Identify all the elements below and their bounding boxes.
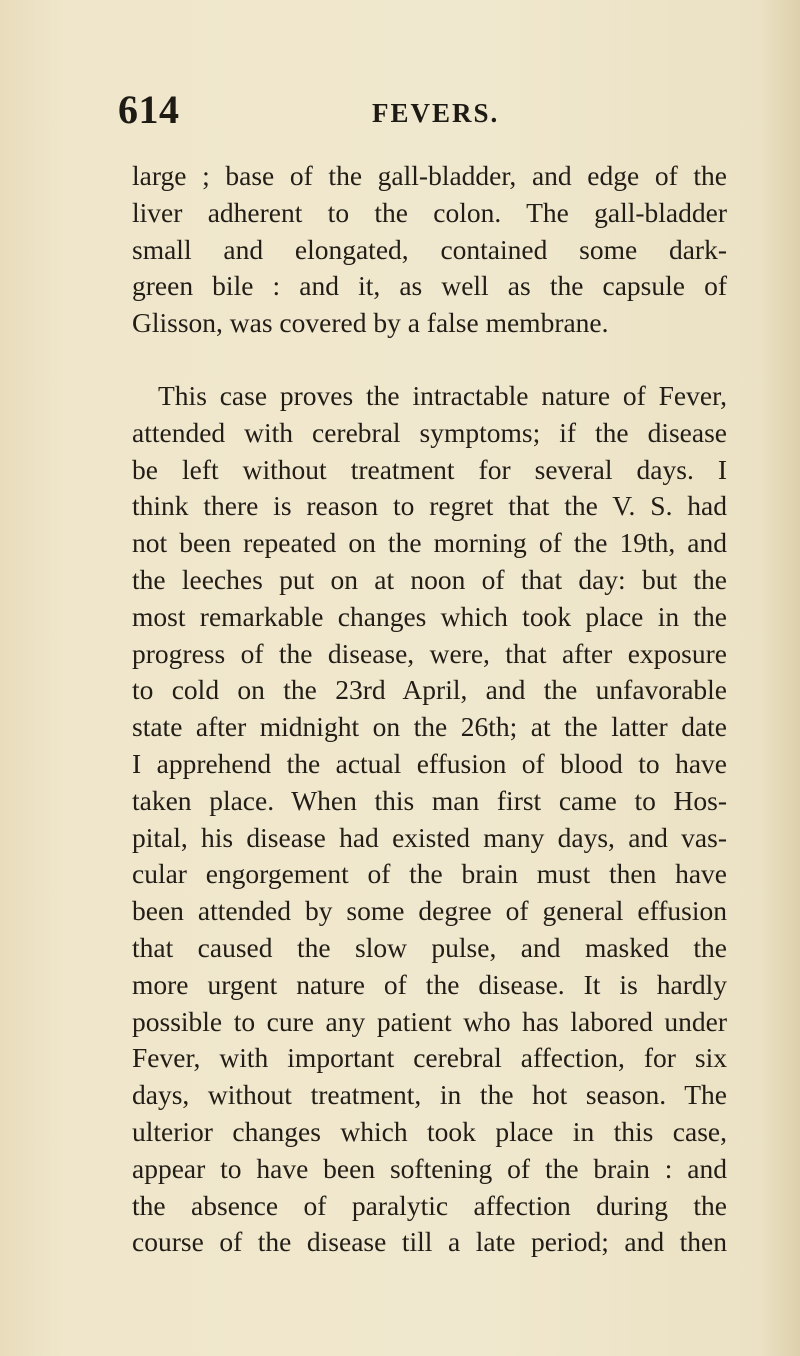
text-line: pital, his disease had existed many days, and vas- [132,821,727,853]
body-text [132,158,727,1261]
text-line: cular engorgement of the brain must then have [132,858,727,890]
text-line: think there is reason to regret that the V. S. had [132,490,727,522]
text-line: taken place. When this man first came to Hos- [132,784,727,816]
text-line: progress of the disease, were, that after exposure [132,637,727,669]
text-line: green bile : and it, as well as the capsule of [132,270,727,302]
text-line: I apprehend the actual effusion of blood to have [132,747,727,779]
text-line: more urgent nature of the disease. It is hardly [132,968,727,1000]
text-line: not been repeated on the morning of the 19th, and [132,527,727,559]
paragraph-1 [132,158,727,342]
text-line: the leeches put on at noon of that day: but the [132,563,727,595]
page-header [0,82,800,132]
paragraph-2 [132,378,727,1261]
text-line: appear to have been softening of the brain : and [132,1152,727,1184]
text-line: This case proves the intractable nature of Fever, [158,379,727,411]
text-line: large ; base of the gall-bladder, and edge of the [132,160,727,191]
text-line: most remarkable changes which took place in the [132,600,727,632]
text-line: Glisson, was covered by a false membrane. [132,307,609,339]
text-line: course of the disease till a late period; and then [132,1226,727,1258]
text-line: ulterior changes which took place in this case, [132,1115,727,1147]
page-number: 614 [118,87,180,132]
running-head: FEVERS. [372,98,500,128]
text-line: be left without treatment for several days. I [132,453,727,485]
text-line: days, without treatment, in the hot season. The [132,1079,727,1111]
text-line: liver adherent to the colon. The gall-bladder [132,196,727,228]
text-line: that caused the slow pulse, and masked the [132,931,727,963]
text-line: the absence of paralytic affection during the [132,1189,727,1221]
text-line: possible to cure any patient who has labored under [132,1005,727,1037]
text-line: state after midnight on the 26th; at the latter date [132,711,727,743]
text-line: small and elongated, contained some dark- [132,233,727,265]
text-line: attended with cerebral symptoms; if the disease [132,416,727,448]
text-line: been attended by some degree of general effusion [132,895,727,927]
text-line: Fever, with important cerebral affection, for six [132,1042,727,1074]
text-line: to cold on the 23rd April, and the unfavorable [132,674,727,706]
